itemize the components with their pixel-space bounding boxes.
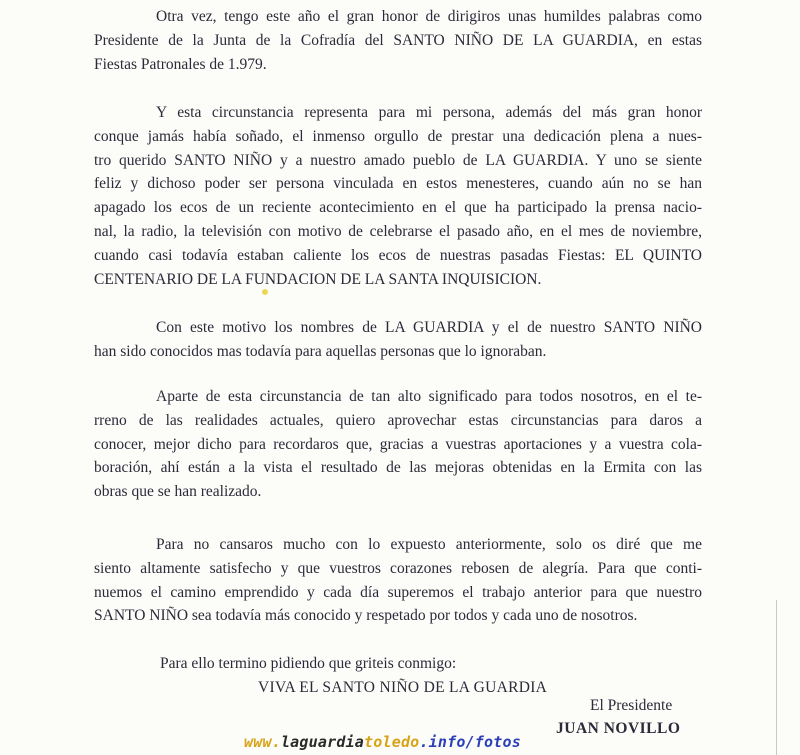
paragraph-4 <box>94 385 702 504</box>
paper-speck <box>262 289 268 295</box>
paragraph-4-line: Aparte de esta circunstancia de tan alto significado para todos nosotros, en el te- <box>156 388 702 405</box>
paragraph-5-line: Para no cansaros mucho con lo expuesto anteriormente, solo os diré que me <box>156 536 702 553</box>
paragraph-4-line: obras que se han realizado. <box>94 483 262 501</box>
acclamation-line: VIVA EL SANTO NIÑO DE LA GUARDIA <box>258 679 548 696</box>
paragraph-1 <box>94 5 702 76</box>
paragraph-5-line: siento altamente satisfecho y que vuestros corazones rebosen de alegría. Para que conti- <box>94 559 702 577</box>
watermark-prefix: www. <box>244 733 281 751</box>
closing-line: Para ello termino pidiendo que griteis conmigo: <box>160 655 457 672</box>
paragraph-2-line: feliz y dichoso poder ser persona vinculada en estos menesteres, cuando aún no se han <box>94 175 702 193</box>
paragraph-2-line: Y esta circunstancia representa para mi persona, además del más gran honor <box>156 104 702 121</box>
paragraph-2-line: conque jamás había soñado, el inmenso orgullo de prestar una dedicación plena a nues- <box>94 127 702 145</box>
paragraph-4-line: boración, ahí están a la vista el resultado de las mejoras obtenidas en la Ermita con las <box>94 459 702 477</box>
scan-edge-line <box>776 600 777 755</box>
paragraph-2-line: cuando casi todavía estaban caliente los ecos de nuestras pasadas Fiestas: EL QUINTO <box>94 246 702 264</box>
site-watermark <box>244 733 521 751</box>
paragraph-2-line: apagado los ecos de un reciente acontecimiento en el que ha participado la prensa nacio- <box>94 199 702 217</box>
paragraph-2-line: tro querido SANTO NIÑO y a nuestro amado pueblo de LA GUARDIA. Y uno se siente <box>94 151 702 169</box>
paragraph-5-line: SANTO NIÑO sea todavía más conocido y respetado por todos y cada uno de nosotros. <box>94 607 638 625</box>
paragraph-5 <box>94 533 702 628</box>
paragraph-1-line: Presidente de la Junta de la Cofradía del SANTO NIÑO DE LA GUARDIA, en estas <box>94 31 702 49</box>
paragraph-4-line: conocer, mejor dicho para recordaros que, gracias a vuestras aportaciones y a vuestra cola- <box>94 435 702 453</box>
watermark-name: laguardia <box>280 733 365 751</box>
paragraph-5-line: nuemos el camino emprendido y cada día superemos el trabajo anterior para que nuestro <box>94 583 702 601</box>
paragraph-2 <box>94 101 702 291</box>
paragraph-4-line: rreno de las realidades actuales, quiero aprovechar estas circunstancias para daros a <box>94 411 702 429</box>
watermark-suffix: .info/fotos <box>419 733 521 751</box>
signature-title: El Presidente <box>590 697 673 714</box>
paragraph-2-line: nal, la radio, la televisión con motivo de celebrarse el pasado año, en el mes de noviembre, <box>94 222 702 240</box>
paragraph-1-line: Otra vez, tengo este año el gran honor de dirigiros unas humildes palabras como <box>156 8 702 25</box>
signature-name: JUAN NOVILLO <box>556 720 681 737</box>
paragraph-2-line: CENTENARIO DE LA FUNDACION DE LA SANTA INQUISICION. <box>94 270 542 288</box>
paragraph-1-line: Fiestas Patronales de 1.979. <box>94 55 267 73</box>
paragraph-3-line: Con este motivo los nombres de LA GUARDIA y el de nuestro SANTO NIÑO <box>156 319 702 336</box>
paragraph-3 <box>94 316 702 364</box>
paragraph-3-line: han sido conocidos mas todavía para aquellas personas que lo ignoraban. <box>94 342 547 360</box>
watermark-city: toledo <box>364 733 420 751</box>
